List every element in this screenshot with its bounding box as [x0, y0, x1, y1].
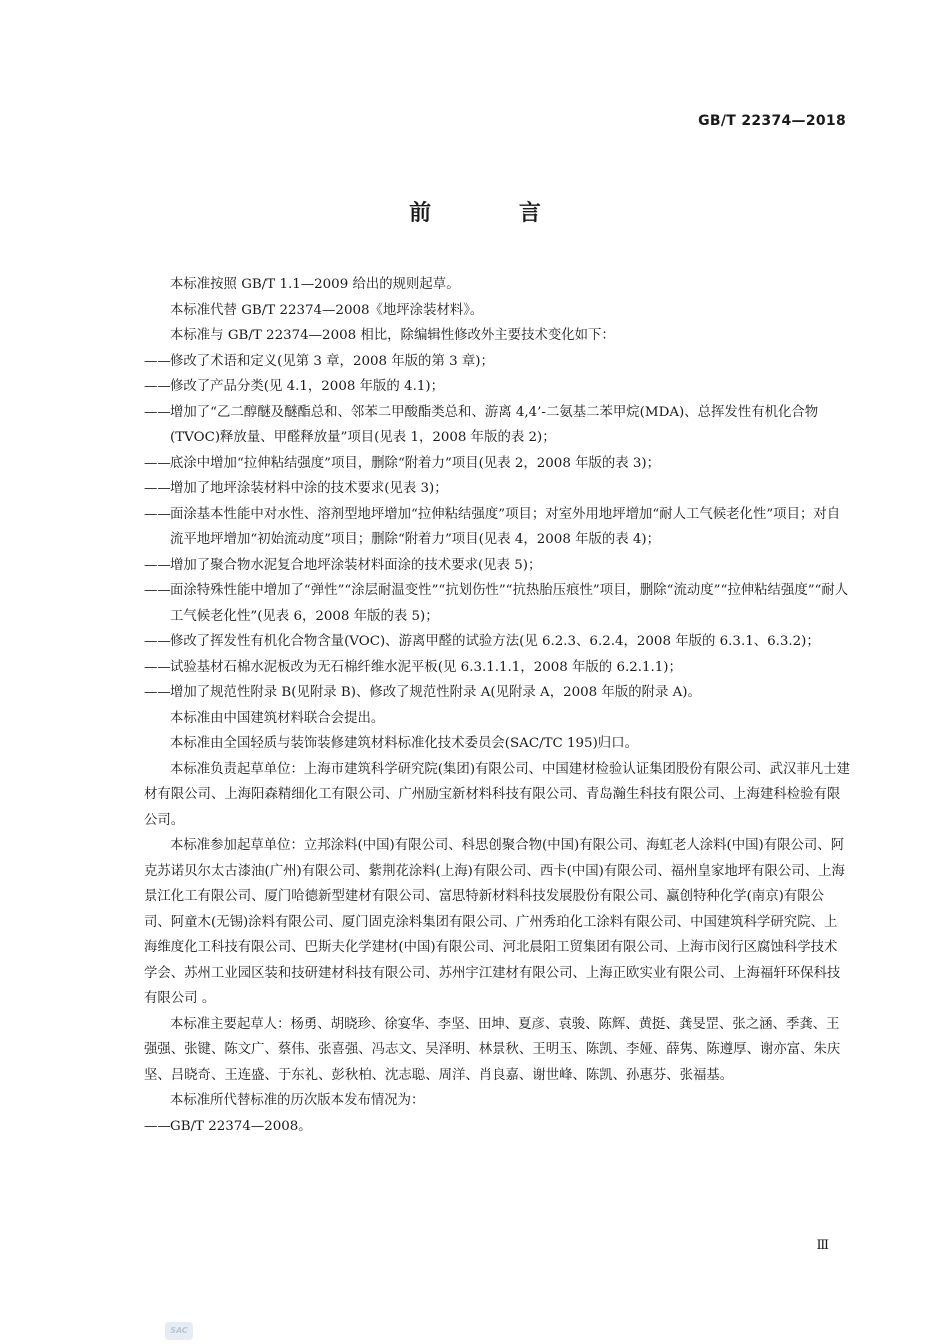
change-list-item — [144, 655, 850, 681]
sac-watermark-logo: SAC — [165, 1322, 193, 1340]
body-paragraph: 本标准代替 GB/T 22374—2008《地坪涂装材料》。 — [170, 302, 484, 318]
change-list-item — [144, 476, 850, 502]
list-item-text: 面涂基本性能中对水性、溶剂型地坪增加“拉伸粘结强度”项目；对室外用地坪增加“耐人工气候老化性”项目；对自流平地坪增加“初始流动度”项目；删除“附着力”项目(见表 4，2008 年版的表 4)； — [170, 506, 841, 547]
dash-bullet: —— — [144, 557, 171, 573]
body-paragraph: 本标准与 GB/T 22374—2008 相比，除编辑性修改外主要技术变化如下： — [170, 328, 615, 343]
change-list-item — [144, 553, 850, 579]
list-item-text: GB/T 22374—2008。 — [170, 1118, 312, 1134]
body-paragraph: 本标准所代替标准的历次版本发布情况为： — [170, 1093, 425, 1108]
dash-bullet: —— — [144, 685, 171, 700]
list-item-text: 增加了地坪涂装材料中涂的技术要求(见表 3)； — [170, 481, 448, 496]
dash-bullet: —— — [144, 1118, 171, 1134]
page-number: Ⅲ — [816, 1238, 829, 1253]
body-paragraph: 本标准负责起草单位：上海市建筑科学研究院(集团)有限公司、中国建材检验认证集团股份有限公司、武汉菲凡士建材有限公司、上海阳森精细化工有限公司、广州励宝新材料科技有限公司、青岛瀚生科技有限公司、上海建科检验有限公司。 — [144, 761, 850, 828]
list-item-text: 修改了产品分类(见 4.1，2008 年版的 4.1)； — [170, 379, 444, 394]
change-list-item — [144, 400, 850, 451]
dash-bullet: —— — [144, 404, 171, 420]
dash-bullet: —— — [144, 634, 171, 649]
change-list-item — [144, 680, 850, 706]
foreword-body — [144, 272, 850, 1139]
change-list-item — [144, 451, 850, 477]
list-item-text: 修改了术语和定义(见第 3 章，2008 年版的第 3 章)； — [170, 353, 494, 369]
list-item-text: 试验基材石棉水泥板改为无石棉纤维水泥平板(见 6.3.1.1.1，2008 年版的 6.2.1.1)； — [170, 659, 682, 675]
change-list-item — [144, 374, 850, 400]
dash-bullet: —— — [144, 659, 171, 675]
dash-bullet: —— — [144, 455, 171, 471]
body-paragraph: 本标准主要起草人：杨勇、胡晓珍、徐宴华、李坚、田坤、夏彦、袁骏、陈辉、黄挺、龚旻罡、张之涵、季龚、王强强、张键、陈文广、蔡伟、张喜强、冯志文、吴泽明、林景秋、王明玉、陈凯、李娅、薛隽、陈遵厚、谢亦富、朱庆坚、吕晓奇、王连盛、于东礼、彭秋柏、沈志聪、周洋、肖良嘉、谢世峰、陈凯、孙惠芬、张福基。 — [144, 1016, 841, 1083]
change-list-item — [144, 349, 850, 375]
body-paragraph: 本标准参加起草单位：立邦涂料(中国)有限公司、科思创聚合物(中国)有限公司、海虹老人涂料(中国)有限公司、阿克苏诺贝尔太古漆油(广州)有限公司、紫荆花涂料(上海)有限公司、西卡(中国)有限公司、福州皇家地坪有限公司、上海景江化工有限公司、厦门哈德新型建材有限公司、富思特新材料科技发展股份有限公司、赢创特种化学(南京)有限公司、阿童木(无锡)涂料有限公司、厦门固克涂料集团有限公司、广州秀珀化工涂料有限公司、中国建筑科学研究院、上海维度化工科技有限公司、巴斯夫化学建材(中国)有限公司、河北晨阳工贸集团有限公司、上海市闵行区腐蚀科学技术学会、苏州工业园区装和技研建材科技有限公司、苏州宇江建材有限公司、上海正欧实业有限公司、上海福轩环保科技有限公司 。 — [144, 838, 845, 1006]
dash-bullet: —— — [144, 506, 171, 522]
standard-code: GB/T 22374—2018 — [698, 113, 846, 129]
body-paragraph: 本标准由中国建筑材料联合会提出。 — [170, 710, 385, 726]
list-item-text: 增加了聚合物水泥复合地坪涂装材料面涂的技术要求(见表 5)； — [170, 557, 542, 573]
change-list-item — [144, 502, 850, 553]
list-item-text: 增加了规范性附录 B(见附录 B)、修改了规范性附录 A(见附录 A，2008 年版的附录 A)。 — [170, 685, 701, 700]
dash-bullet: —— — [144, 379, 171, 394]
list-item-text: 底涂中增加“拉伸粘结强度”项目，删除“附着力”项目(见表 2，2008 年版的表 3)； — [170, 455, 661, 471]
list-item-text: 增加了“乙二醇醚及醚酯总和、邻苯二甲酸酯类总和、游离 4,4’-二氨基二苯甲烷(MDA)、总挥发性有机化合物(TVOC)释放量、甲醛释放量”项目(见表 1，2008 年版的表 2)； — [170, 404, 819, 445]
change-list-item — [144, 578, 850, 629]
dash-bullet: —— — [144, 583, 171, 598]
change-list-item — [144, 1114, 850, 1140]
list-item-text: 修改了挥发性有机化合物含量(VOC)、游离甲醛的试验方法(见 6.2.3、6.2.4，2008 年版的 6.3.1、6.3.2)； — [170, 634, 820, 649]
body-paragraph: 本标准由全国轻质与装饰装修建筑材料标准化技术委员会(SAC/TC 195)归口。 — [170, 736, 638, 751]
page-title: 前 言 — [409, 201, 581, 226]
dash-bullet: —— — [144, 481, 171, 496]
list-item-text: 面涂特殊性能中增加了“弹性”“涂层耐温变性”“抗划伤性”“抗热胎压痕性”项目，删除“流动度”“拉伸粘结强度”“耐人工气候老化性”(见表 6，2008 年版的表 5)； — [170, 583, 849, 624]
body-paragraph: 本标准按照 GB/T 1.1—2009 给出的规则起草。 — [170, 277, 460, 292]
dash-bullet: —— — [144, 353, 171, 369]
change-list-item — [144, 629, 850, 655]
